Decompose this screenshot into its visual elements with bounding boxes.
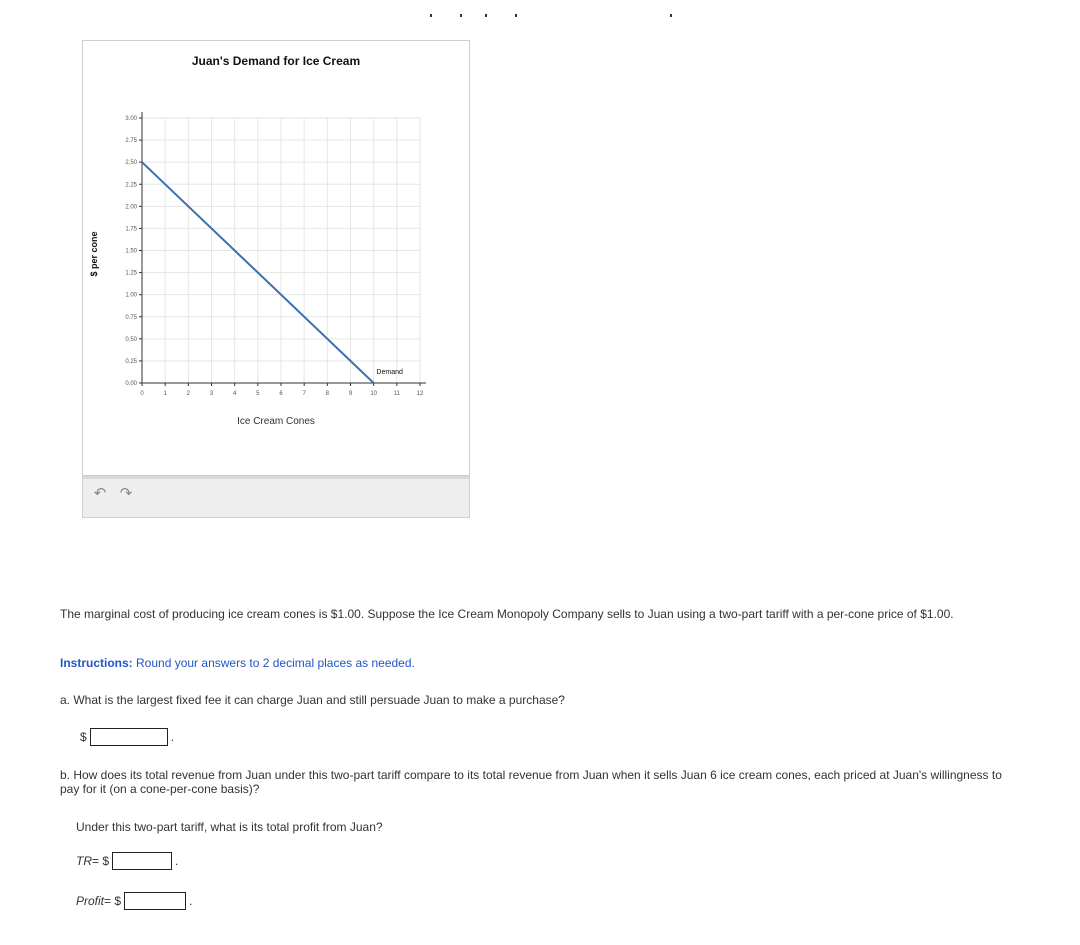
x-tick-label: 9 [348,391,353,397]
question-intro: The marginal cost of producing ice cream cones is $1.00. Suppose the Ice Cream Monopoly Company sells to Juan using a two-part tariff with a per-cone price of $1.00. [60,607,954,621]
fixed-fee-input[interactable] [90,728,168,746]
dollar-sign: $ [80,730,87,744]
y-tick-label: 2.25 [125,182,137,189]
profit-input[interactable] [124,892,186,910]
instructions-text: Round your answers to 2 decimal places as needed. [136,656,415,670]
part-a-answer-row [80,728,174,746]
redo-icon[interactable]: ↷ [119,485,133,502]
x-tick-label: 1 [163,391,167,397]
x-tick-label: 6 [279,391,283,397]
part-b-subquestion: Under this two-part tariff, what is its total profit from Juan? [76,820,383,834]
top-separator [430,14,690,18]
tr-input[interactable] [112,852,172,870]
x-axis-label: Ice Cream Cones [237,416,315,427]
x-axis-ticks [140,383,424,397]
tr-answer-row [76,852,178,870]
x-tick-label: 7 [302,391,306,397]
y-tick-label: 3.00 [125,116,137,122]
tr-label: TR [76,854,92,868]
profit-equals: = $ [104,894,122,908]
y-axis-ticks [125,116,142,387]
y-tick-label: 2.00 [125,204,137,211]
instructions [60,656,1020,670]
chart-grid [142,118,420,383]
period: . [170,730,175,744]
y-tick-label: 1.25 [125,270,137,277]
undo-icon[interactable]: ↶ [93,485,107,502]
part-b-question: b. How does its total revenue from Juan under this two-part tariff compare to its total revenue from Juan when it sells Juan 6 ice cream cones, each priced at Juan's willingness to pay for it (on a cone-per-cone basis)? [60,768,1002,796]
tr-equals: = $ [92,854,110,868]
y-tick-label: 0.25 [125,358,137,365]
y-axis-label: $ per cone [89,231,99,277]
y-tick-label: 1.00 [125,292,137,299]
tr-period: . [175,854,179,868]
x-tick-label: 12 [416,391,424,397]
x-tick-label: 10 [370,391,378,397]
y-tick-label: 1.50 [125,248,137,255]
profit-label: Profit [76,894,105,908]
x-tick-label: 0 [140,391,144,397]
profit-answer-row [76,892,192,910]
chart-title: Juan's Demand for Ice Cream [191,54,361,68]
y-tick-label: 0.00 [125,381,137,387]
part-a-question: a. What is the largest fixed fee it can charge Juan and still persuade Juan to make a purchase? [60,693,565,707]
demand-chart [82,40,470,476]
chart-axes [142,112,426,383]
profit-period: . [189,894,193,908]
graph-toolbar [82,476,470,518]
demand-curve-label: Demand [376,369,403,376]
y-tick-label: 2.75 [125,138,137,145]
x-tick-label: 5 [256,391,260,397]
x-tick-label: 4 [232,391,237,397]
x-tick-label: 2 [186,391,191,397]
y-tick-label: 1.75 [125,226,137,233]
y-tick-label: 0.75 [125,314,137,321]
y-tick-label: 2.50 [125,160,137,167]
x-tick-label: 11 [393,391,400,397]
y-tick-label: 0.50 [125,336,137,343]
x-tick-label: 8 [325,391,330,397]
instructions-label: Instructions: [60,656,133,670]
x-tick-label: 3 [209,391,214,397]
